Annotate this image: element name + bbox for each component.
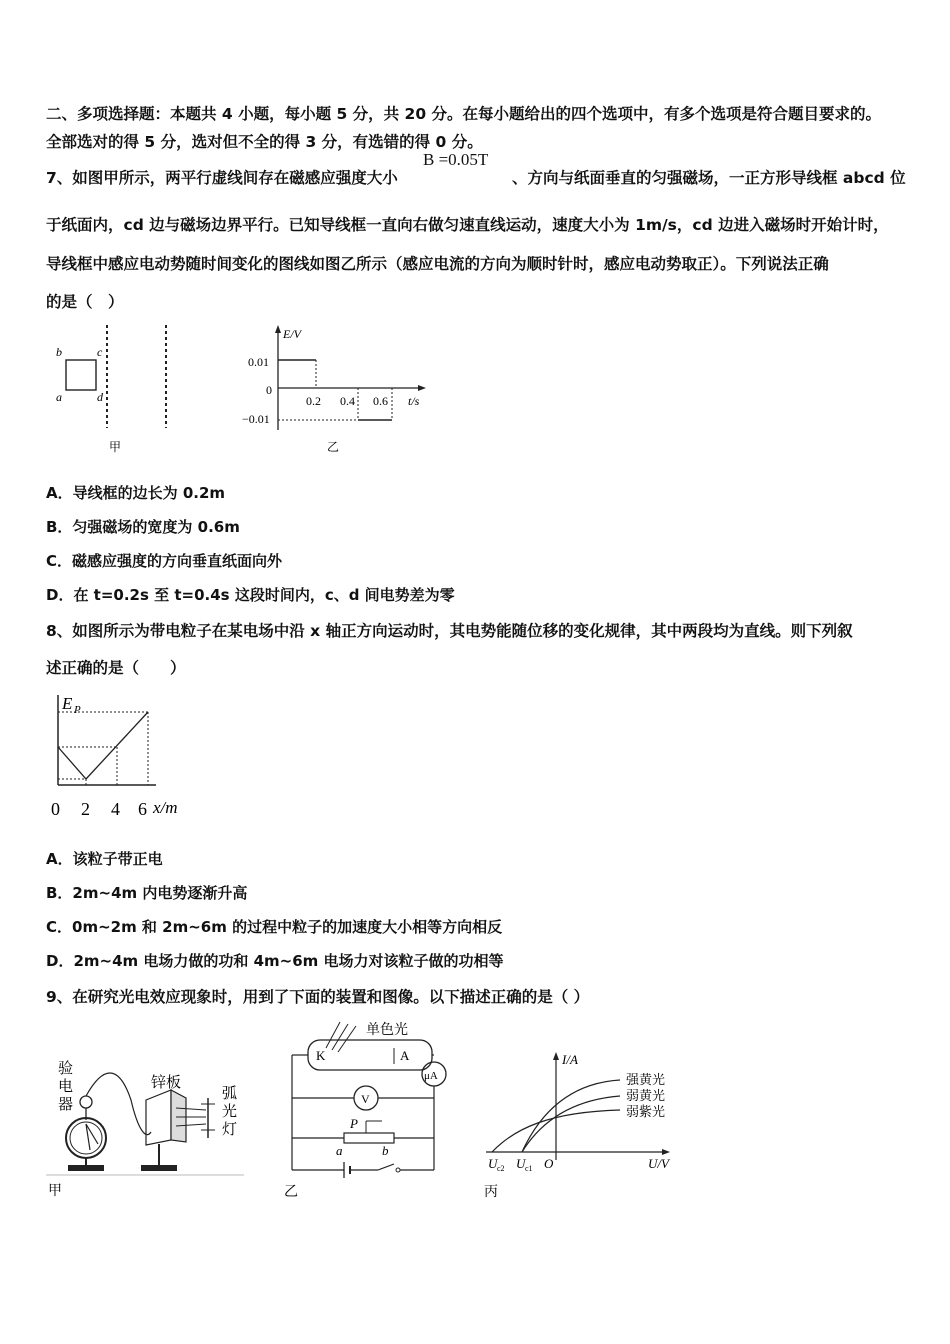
x-label: t/s	[408, 394, 420, 408]
label-b9: b	[382, 1143, 389, 1158]
switch	[378, 1164, 394, 1170]
xtick-0.6: 0.6	[373, 394, 388, 408]
q7-option-a[interactable]: A．导线框的边长为 0.2m	[46, 484, 226, 502]
xtick-0.2: 0.2	[306, 394, 321, 408]
label-b: b	[56, 345, 62, 359]
label-plate: 锌板	[151, 1075, 182, 1091]
q7-line-2: 于纸面内，cd 边与磁场边界平行。已知导线框一直向右做匀速直线运动，速度大小为 1m/s，cd 边进入磁场时开始计时，	[46, 216, 889, 234]
wire-frame	[66, 360, 96, 390]
q7-line-4: 的是（ ）	[46, 293, 124, 311]
label-A: A	[400, 1048, 410, 1063]
switch-contact	[396, 1168, 400, 1172]
q8-option-d[interactable]: D．2m~4m 电场力做的功和 4m~6m 电场力对该粒子做的功相等	[46, 952, 504, 970]
q8-line-1: 8、如图所示为带电粒子在某电场中沿 x 轴正方向运动时，其电势能随位移的变化规律，其中两段均为直线。则下列叙	[46, 622, 853, 640]
zinc-plate-front	[146, 1090, 171, 1145]
q7-figure-yi	[230, 320, 440, 460]
xtick-6: 6	[138, 799, 147, 819]
label-weak-yellow: 弱黄光	[626, 1088, 666, 1103]
curve-weak-yellow	[522, 1096, 620, 1152]
caption-bing: 丙	[484, 1185, 498, 1200]
caption-yi: 乙	[327, 440, 340, 454]
q8-option-c[interactable]: C．0m~2m 和 2m~6m 的过程中粒子的加速度大小相等方向相反	[46, 918, 503, 936]
q7-figure-jia	[50, 320, 190, 460]
phototube	[308, 1040, 432, 1070]
label-guang: 光	[222, 1104, 238, 1120]
q7-line-1b: 、方向与纸面垂直的匀强磁场，一正方形导线框 abcd 位	[512, 169, 906, 187]
label-a: a	[56, 390, 62, 404]
label-yan: 验	[58, 1061, 74, 1077]
q7-option-b[interactable]: B．匀强磁场的宽度为 0.6m	[46, 518, 240, 536]
uc2-sub: c2	[497, 1164, 505, 1173]
xtick-0: 0	[51, 799, 60, 819]
label-hu: 弧	[222, 1086, 238, 1102]
section-line-1: 二、多项选择题：本题共 4 小题，每小题 5 分，共 20 分。在每小题给出的四个选项中，有多个选项是符合题目要求的。	[46, 105, 882, 123]
label-d: d	[97, 390, 103, 404]
q7-line-1a: 7、如图甲所示，两平行虚线间存在磁感应强度大小	[46, 169, 398, 187]
ytick-zero: 0	[266, 383, 272, 397]
q8-figure	[46, 685, 206, 825]
rheostat	[344, 1133, 394, 1143]
caption-yi-9: 乙	[284, 1185, 298, 1200]
xtick-2: 2	[81, 799, 90, 819]
label-dian: 电	[58, 1079, 74, 1095]
q7-line-3: 导线框中感应电动势随时间变化的图线如图乙所示（感应电流的方向为顺时针时，感应电动势取正）。下列说法正确	[46, 255, 829, 273]
u-axis-arrow	[662, 1149, 670, 1155]
u-label: U/V	[648, 1156, 669, 1171]
q8-option-b[interactable]: B．2m~4m 内电势逐渐升高	[46, 884, 248, 902]
i-axis-arrow	[553, 1052, 559, 1060]
electroscope-ball	[80, 1096, 92, 1108]
q8-line-2: 述正确的是（ ）	[46, 659, 186, 677]
label-uA: μA	[424, 1070, 438, 1082]
light-ray-2	[332, 1024, 348, 1050]
xtick-4: 4	[111, 799, 120, 819]
section-line-2: 全部选对的得 5 分，选对但不全的得 3 分，有选错的得 0 分。	[46, 133, 483, 151]
label-P: P	[350, 1116, 358, 1131]
x-axis-arrow	[418, 385, 426, 391]
electroscope-base	[68, 1165, 104, 1171]
q7-option-c[interactable]: C．磁感应强度的方向垂直纸面向外	[46, 552, 283, 570]
y-label: E/V	[283, 327, 301, 341]
caption-jia: 甲	[109, 440, 122, 454]
curve-strong-yellow	[522, 1080, 620, 1152]
q9-figure-jia	[46, 1020, 246, 1199]
label-weak-violet: 弱紫光	[626, 1104, 666, 1119]
uc1-sub: c1	[525, 1164, 533, 1173]
label-V: V	[361, 1092, 370, 1106]
q9-line-1: 9、在研究光电效应现象时，用到了下面的装置和图像。以下描述正确的是（ ）	[46, 988, 590, 1006]
origin-label: O	[544, 1156, 554, 1171]
label-c: c	[97, 345, 103, 359]
ep-curve	[58, 712, 148, 779]
y-label: E	[62, 694, 73, 713]
label-qi: 器	[58, 1097, 74, 1113]
label-light: 单色光	[366, 1023, 408, 1038]
uc1-label: U	[516, 1156, 526, 1171]
plate-base	[141, 1165, 177, 1171]
y-label-sub: P	[74, 704, 81, 716]
q9-figure-yi	[282, 1018, 452, 1200]
uc2-label: U	[488, 1156, 498, 1171]
label-deng: 灯	[222, 1122, 238, 1138]
light-ray-3	[338, 1026, 356, 1052]
label-strong-yellow: 强黄光	[626, 1072, 666, 1087]
q9-figure-bing	[480, 1048, 680, 1200]
caption-jia-9: 甲	[48, 1184, 62, 1199]
ytick-neg: −0.01	[242, 412, 270, 426]
i-label: I/A	[562, 1052, 578, 1067]
ytick-pos: 0.01	[248, 355, 269, 369]
x-label: x/m	[153, 798, 178, 817]
q8-option-a[interactable]: A．该粒子带正电	[46, 850, 163, 868]
q7-option-d[interactable]: D．在 t=0.2s 至 t=0.4s 这段时间内，c、d 间电势差为零	[46, 586, 455, 604]
label-a9: a	[336, 1143, 343, 1158]
label-K: K	[316, 1048, 326, 1063]
light-ray-1	[326, 1022, 340, 1048]
xtick-0.4: 0.4	[340, 394, 355, 408]
q7-equation: B =0.05T	[423, 150, 489, 169]
zinc-plate-side	[171, 1090, 186, 1142]
y-axis-arrow	[275, 325, 281, 333]
